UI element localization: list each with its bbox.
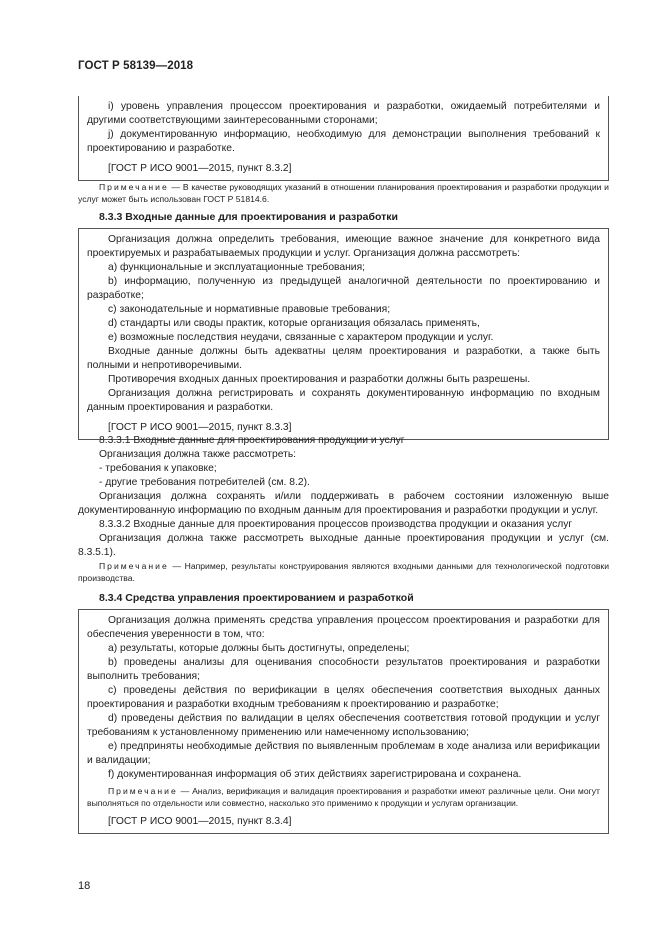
list-item: - требования к упаковке; bbox=[99, 463, 217, 474]
note-label: Примечание bbox=[99, 182, 169, 192]
source-reference: [ГОСТ Р ИСО 9001—2015, пункт 8.3.4] bbox=[108, 816, 292, 827]
list-item-d: d) стандарты или своды практик, которые организация обязалась применять, bbox=[108, 318, 480, 329]
paragraph: Организация должна регистрировать и сохранять документированную информацию по входным данным проектирования и разработки. bbox=[87, 388, 600, 413]
paragraph: Организация должна также рассмотреть: bbox=[99, 449, 297, 460]
note-block bbox=[78, 182, 609, 205]
quote-box-8-3-2 bbox=[78, 96, 609, 181]
subclause-heading: 8.3.3.2 Входные данные для проектирования процессов производства продукции и оказания услуг bbox=[99, 519, 573, 530]
body-text bbox=[78, 434, 609, 560]
list-item-c: c) проведены действия по верификации в целях обеспечения соответствия выходных данных проектирования и разработки входным требованиям к проектированию и разработке; bbox=[87, 685, 600, 710]
source-reference: [ГОСТ Р ИСО 9001—2015, пункт 8.3.2] bbox=[108, 163, 292, 174]
list-item-e: e) возможные последствия неудачи, связанные с характером продукции и услуг. bbox=[108, 332, 494, 343]
note-text: — Анализ, верификация и валидация проектирования и разработки имеют различные цели. Они могут выполняться по отдельности или совместно, насколько это применимо к продукции и услугам организации. bbox=[87, 786, 600, 808]
list-item-f: f) документированная информация об этих действиях зарегистрирована и сохранена. bbox=[108, 769, 522, 780]
paragraph: Организация должна сохранять и/или поддерживать в рабочем состоянии изложенную выше документированную информацию по входным данным для проектирования и разработки продукции и услуг. bbox=[78, 491, 609, 516]
paragraph: Входные данные должны быть адекватны целям проектирования и разработки, а также быть полными и непротиворечивыми. bbox=[87, 346, 600, 371]
list-item-i: i) уровень управления процессом проектирования и разработки, ожидаемый потребителями и другими соответствующими заинтересованными сторонами; bbox=[87, 101, 600, 126]
list-item-e: e) предприняты необходимые действия по выявленным проблемам в ходе анализа или верификации и валидации; bbox=[87, 741, 600, 766]
subclause-heading: 8.3.3.1 Входные данные для проектирования продукции и услуг bbox=[99, 435, 405, 446]
list-item-c: c) законодательные и нормативные правовые требования; bbox=[108, 304, 391, 315]
list-item-j: j) документированную информацию, необходимую для демонстрации выполнения требований к проектированию и разработке. bbox=[87, 129, 600, 154]
page-number: 18 bbox=[78, 880, 91, 892]
quote-box-8-3-3 bbox=[78, 228, 609, 440]
list-item-a: a) функциональные и эксплуатационные требования; bbox=[108, 262, 365, 273]
list-item-b: b) проведены анализы для оценивания способности результатов проектирования и разработки выполнить требования; bbox=[87, 657, 600, 682]
note-block bbox=[78, 561, 609, 584]
document-header: ГОСТ Р 58139—2018 bbox=[78, 60, 194, 72]
box-intro: Организация должна определить требования, имеющие важное значение для конкретного вида проектируемых и разрабатываемых продукции и услуг. Организация должна рассмотреть: bbox=[87, 234, 600, 259]
quote-box-8-3-4 bbox=[78, 609, 609, 834]
section-heading-8-3-4: 8.3.4 Средства управления проектированием и разработкой bbox=[99, 592, 414, 604]
paragraph: Организация должна также рассмотреть выходные данные проектирования продукции и услуг (см. 8.3.5.1). bbox=[78, 533, 609, 558]
source-reference: [ГОСТ Р ИСО 9001—2015, пункт 8.3.3] bbox=[108, 422, 292, 433]
section-heading-8-3-3: 8.3.3 Входные данные для проектирования и разработки bbox=[99, 211, 398, 223]
note-label: Примечание bbox=[99, 561, 169, 571]
list-item-a: a) результаты, которые должны быть достигнуты, определены; bbox=[108, 643, 410, 654]
box-intro: Организация должна применять средства управления процессом проектирования и разработки для обеспечения уверенности в том, что: bbox=[87, 615, 600, 640]
list-item-d: d) проведены действия по валидации в целях обеспечения соответствия готовой продукции и услуг требованиям к установленному применению или намеченному использованию; bbox=[87, 713, 600, 738]
list-item-b: b) информацию, полученную из предыдущей аналогичной деятельности по проектированию и разработке; bbox=[87, 276, 600, 301]
note-text: — Например, результаты конструирования являются входными данными для технологической подготовки производства. bbox=[78, 561, 609, 583]
note-label: Примечание bbox=[108, 786, 178, 796]
list-item: - другие требования потребителей (см. 8.2). bbox=[99, 477, 310, 488]
paragraph: Противоречия входных данных проектирования и разработки должны быть разрешены. bbox=[108, 374, 531, 385]
note-text: — В качестве руководящих указаний в отношении планирования проектирования и разработки продукции и услуг может быть использован ГОСТ Р 51814.6. bbox=[78, 182, 609, 204]
